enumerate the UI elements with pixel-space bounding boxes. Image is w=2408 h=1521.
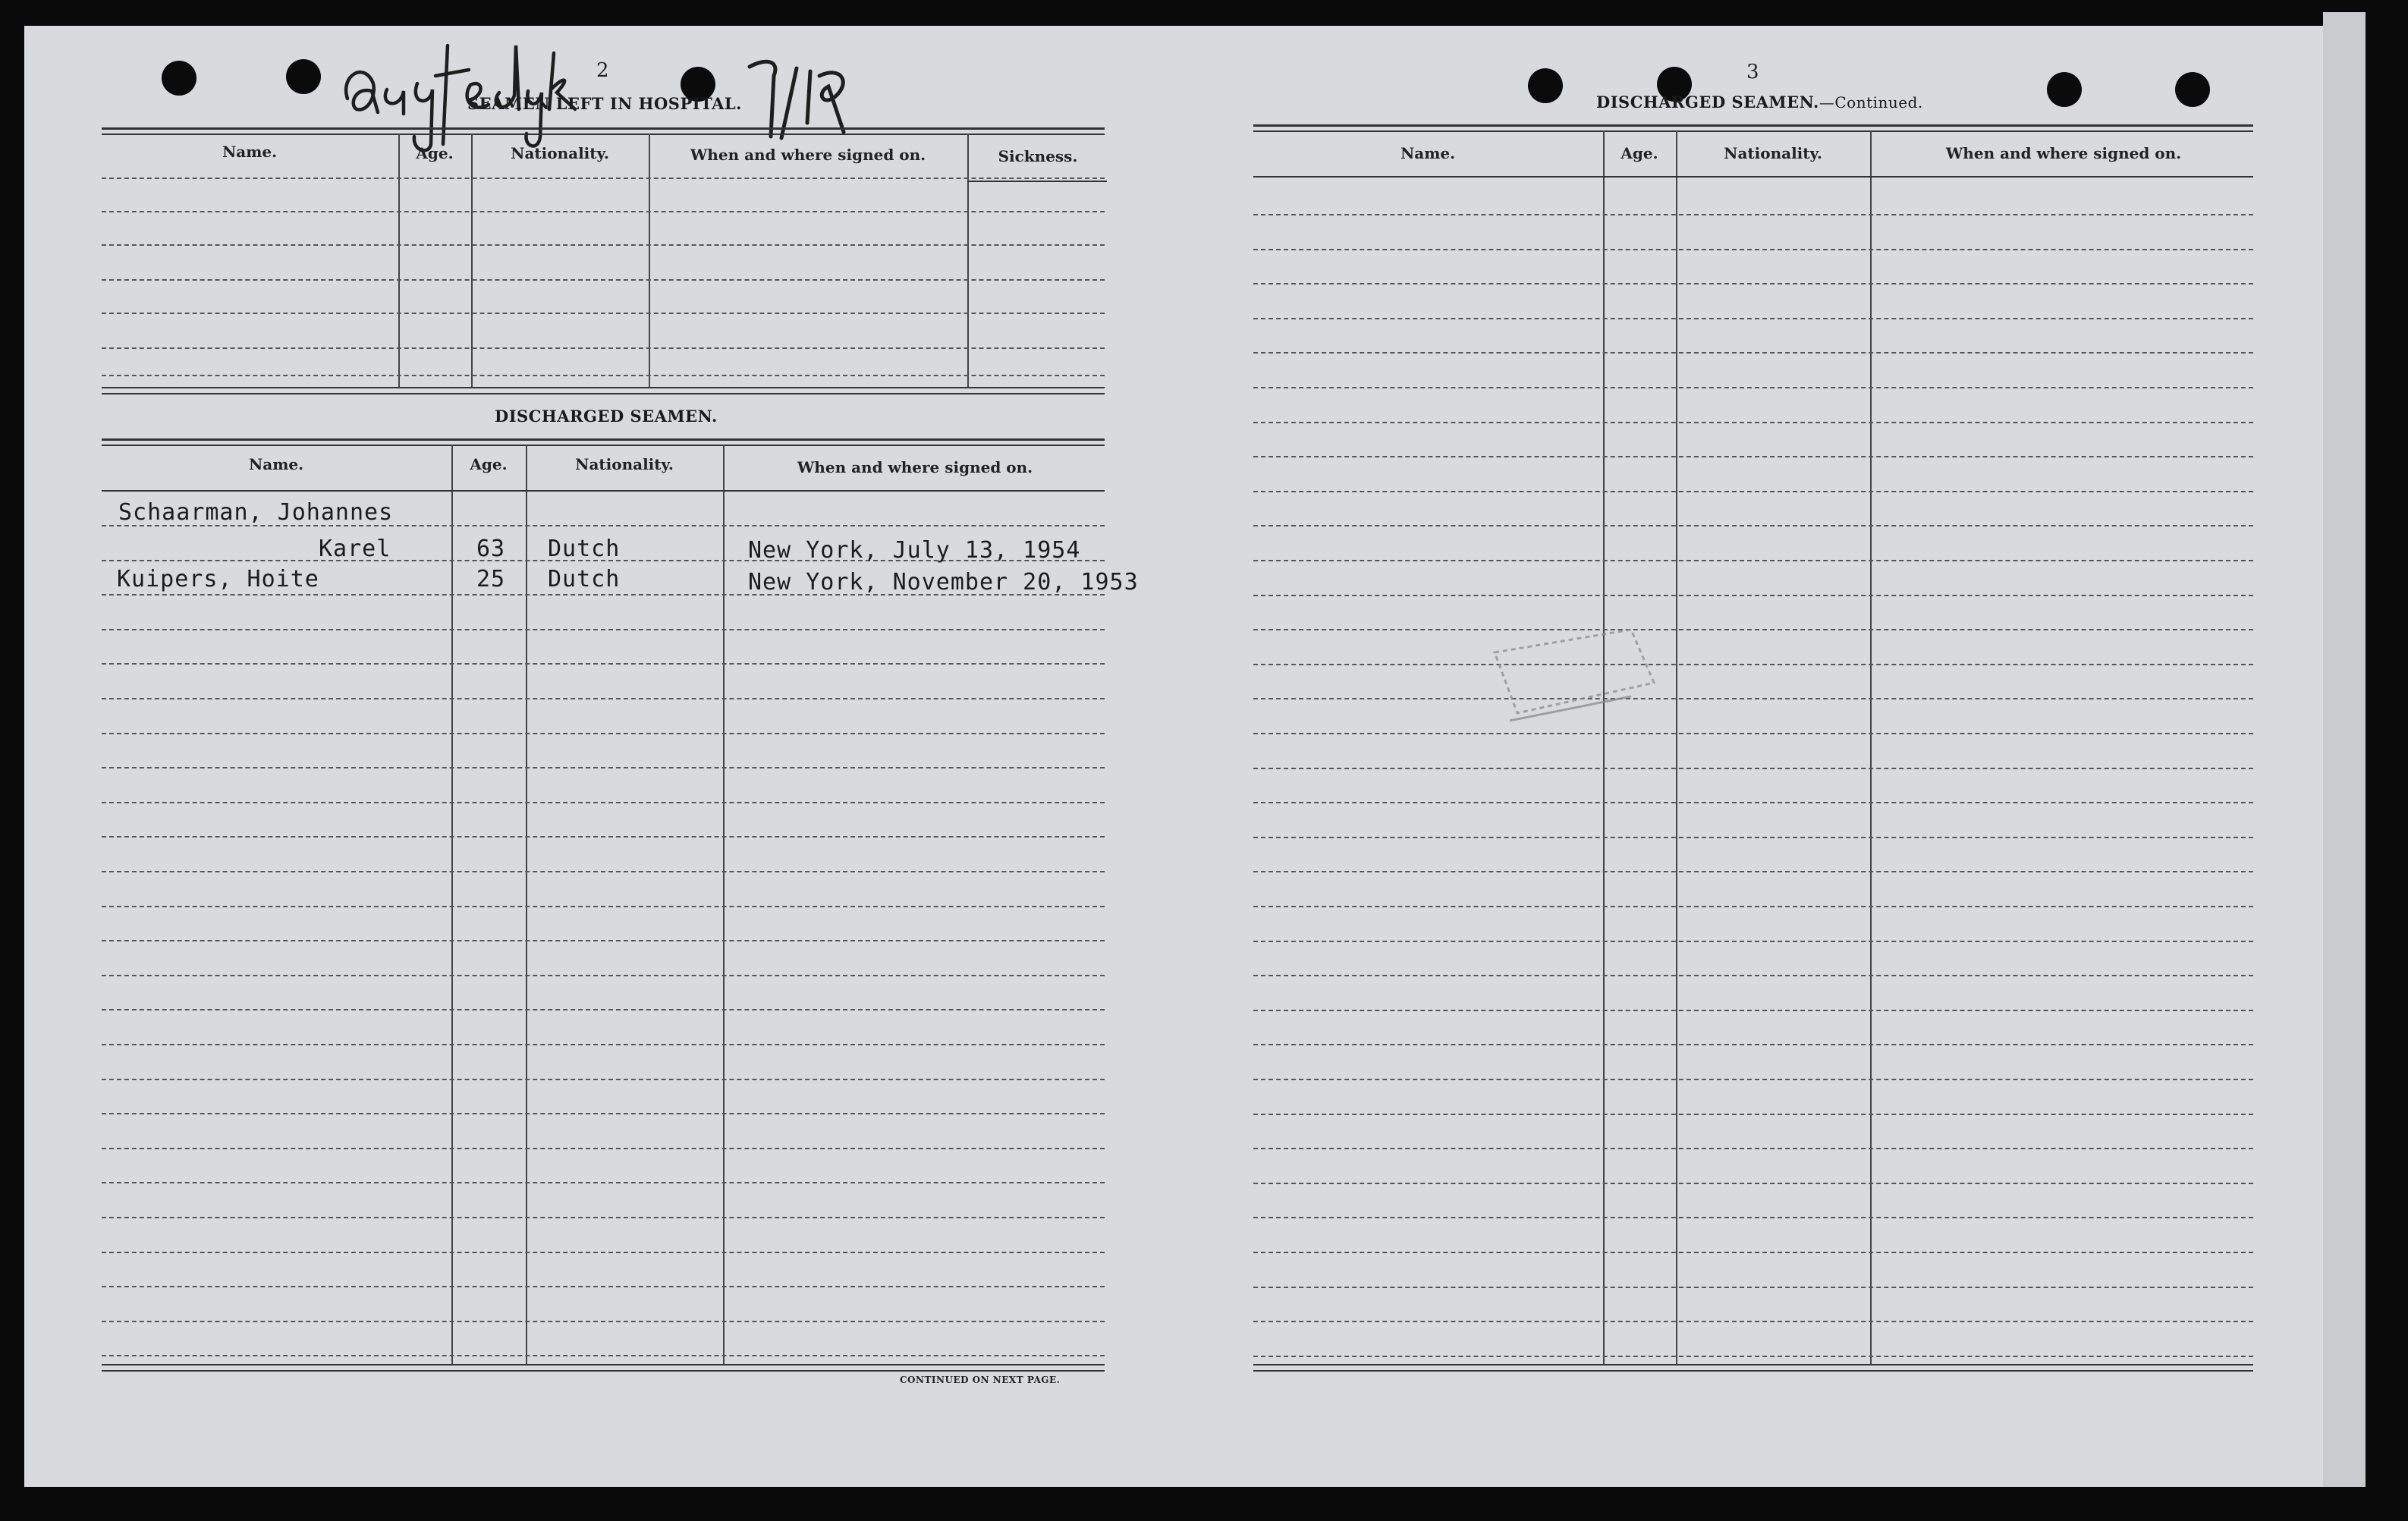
row-line: [1253, 1183, 2253, 1184]
handwritten-date: [743, 53, 857, 144]
col-header-signed-on: When and where signed on.: [690, 146, 926, 164]
row-line: [1253, 422, 2253, 423]
table-bottom-rule: [102, 393, 1105, 394]
punch-hole: [1528, 68, 1563, 103]
row-line: [1253, 491, 2253, 492]
row-line: [1253, 906, 2253, 907]
row-line: [1253, 1148, 2253, 1149]
row-line: [102, 1079, 1105, 1080]
col-header-nationality: Nationality.: [575, 455, 674, 473]
row-line: [102, 1252, 1105, 1253]
entry-name-line2: Karel: [319, 536, 391, 562]
row-line: [102, 836, 1105, 837]
row-line: [102, 698, 1105, 699]
entry-signed-on: New York, July 13, 1954: [748, 537, 1081, 564]
entry-signed-on: New York, November 20, 1953: [748, 569, 1139, 596]
punch-hole: [2047, 72, 2082, 107]
table-top-rule: [1253, 124, 2253, 127]
entry-age: 63: [476, 536, 506, 562]
table-bottom-rule: [102, 1364, 1105, 1365]
table-bottom-rule: [102, 1370, 1105, 1372]
row-line: [1253, 837, 2253, 838]
col-header-name: Name.: [248, 455, 304, 473]
row-line: [1253, 1321, 2253, 1322]
title-continued: —Continued.: [1819, 93, 1923, 112]
col-header-name: Name.: [1400, 144, 1456, 162]
table-top-rule: [102, 445, 1105, 446]
continued-footer: CONTINUED ON NEXT PAGE.: [900, 1375, 1061, 1385]
discharged-continued-title: [1596, 93, 1923, 112]
entry-name-line1: Kuipers, Hoite: [117, 566, 319, 592]
row-line: [102, 1009, 1105, 1010]
column-rule: [723, 445, 725, 1364]
row-line: [102, 347, 1105, 349]
entry-nationality: Dutch: [548, 536, 621, 562]
column-rule: [526, 445, 527, 1364]
column-rule: [1676, 130, 1677, 1364]
page-number-right: 3: [1746, 61, 1759, 83]
row-line: [1253, 733, 2253, 734]
entry-name-line1: Schaarman, Johannes: [118, 499, 394, 526]
col-header-age: Age.: [1621, 144, 1658, 162]
row-line: [1253, 1356, 2253, 1357]
row-line: [1253, 1252, 2253, 1253]
table-bottom-rule: [1253, 1364, 2253, 1365]
table-top-rule: [102, 438, 1105, 441]
col-header-signed-on: When and where signed on.: [797, 458, 1033, 476]
row-line: [1253, 283, 2253, 284]
row-line: [102, 1113, 1105, 1114]
punch-hole: [286, 59, 321, 94]
row-line: [1253, 1010, 2253, 1011]
row-line: [102, 940, 1105, 941]
row-line: [1253, 629, 2253, 630]
row-line: [102, 1217, 1105, 1218]
page-number-left: 2: [596, 59, 609, 82]
row-line: [1253, 249, 2253, 250]
row-line: [1253, 1217, 2253, 1218]
punch-hole: [162, 61, 196, 96]
entry-age: 25: [476, 566, 506, 592]
row-line: [1253, 664, 2253, 665]
row-line: [102, 1355, 1105, 1356]
column-rule: [451, 445, 453, 1364]
table-top-rule: [102, 134, 1105, 135]
discharged-section-title: DISCHARGED SEAMEN.: [495, 407, 718, 426]
table-bottom-rule: [1253, 1370, 2253, 1372]
hospital-section-title: SEAMEN LEFT IN HOSPITAL.: [467, 94, 742, 113]
table-top-rule: [1253, 130, 2253, 132]
row-line: [102, 375, 1105, 376]
col-header-nationality: Nationality.: [1724, 144, 1822, 162]
row-line: [102, 279, 1105, 281]
row-line: [1253, 1114, 2253, 1115]
row-line: [1253, 560, 2253, 561]
row-line: [1253, 975, 2253, 976]
row-line: [102, 975, 1105, 976]
header-rule: [967, 181, 1107, 182]
row-line: [102, 1321, 1105, 1322]
row-line: [1253, 214, 2253, 215]
col-header-sickness: Sickness.: [998, 147, 1078, 165]
row-line: [1253, 387, 2253, 388]
row-line: [102, 313, 1105, 314]
row-line: [102, 1182, 1105, 1183]
row-line: [1253, 768, 2253, 769]
row-line: [1253, 871, 2253, 872]
row-line: [102, 178, 1105, 179]
row-line: [102, 244, 1105, 246]
entry-nationality: Dutch: [548, 566, 621, 592]
row-line: [102, 1286, 1105, 1287]
row-line: [1253, 1079, 2253, 1080]
row-line: [1253, 941, 2253, 942]
col-header-nationality: Nationality.: [511, 144, 609, 162]
col-header-signed-on: When and where signed on.: [1945, 144, 2182, 162]
row-line: [1253, 595, 2253, 596]
table-bottom-rule: [102, 387, 1105, 388]
row-line: [1253, 1044, 2253, 1045]
handwritten-ship-name: [334, 30, 577, 159]
col-header-name: Name.: [222, 143, 278, 161]
row-line: [102, 663, 1105, 665]
header-rule: [1253, 176, 2253, 178]
title-main: DISCHARGED SEAMEN.: [1596, 93, 1819, 112]
row-line: [102, 1044, 1105, 1045]
row-line: [1253, 698, 2253, 699]
row-line: [102, 767, 1105, 768]
col-header-age: Age.: [416, 144, 454, 162]
column-rule: [1603, 130, 1605, 1364]
table-top-rule: [102, 127, 1105, 130]
row-line: [102, 211, 1105, 212]
row-line: [102, 629, 1105, 630]
punch-hole: [2175, 72, 2210, 107]
row-line: [102, 871, 1105, 872]
column-rule: [1870, 130, 1872, 1364]
row-line: [102, 802, 1105, 803]
header-rule: [102, 490, 1105, 492]
row-line: [1253, 1287, 2253, 1288]
row-line: [1253, 318, 2253, 319]
row-line: [1253, 525, 2253, 526]
row-line: [102, 1148, 1105, 1149]
row-line: [1253, 802, 2253, 803]
sheet-edge: [2323, 12, 2366, 1487]
row-line: [102, 733, 1105, 734]
row-line: [1253, 456, 2253, 457]
col-header-age: Age.: [470, 455, 508, 473]
faded-stamp: [1479, 607, 1707, 736]
row-line: [102, 906, 1105, 907]
row-line: [1253, 352, 2253, 354]
